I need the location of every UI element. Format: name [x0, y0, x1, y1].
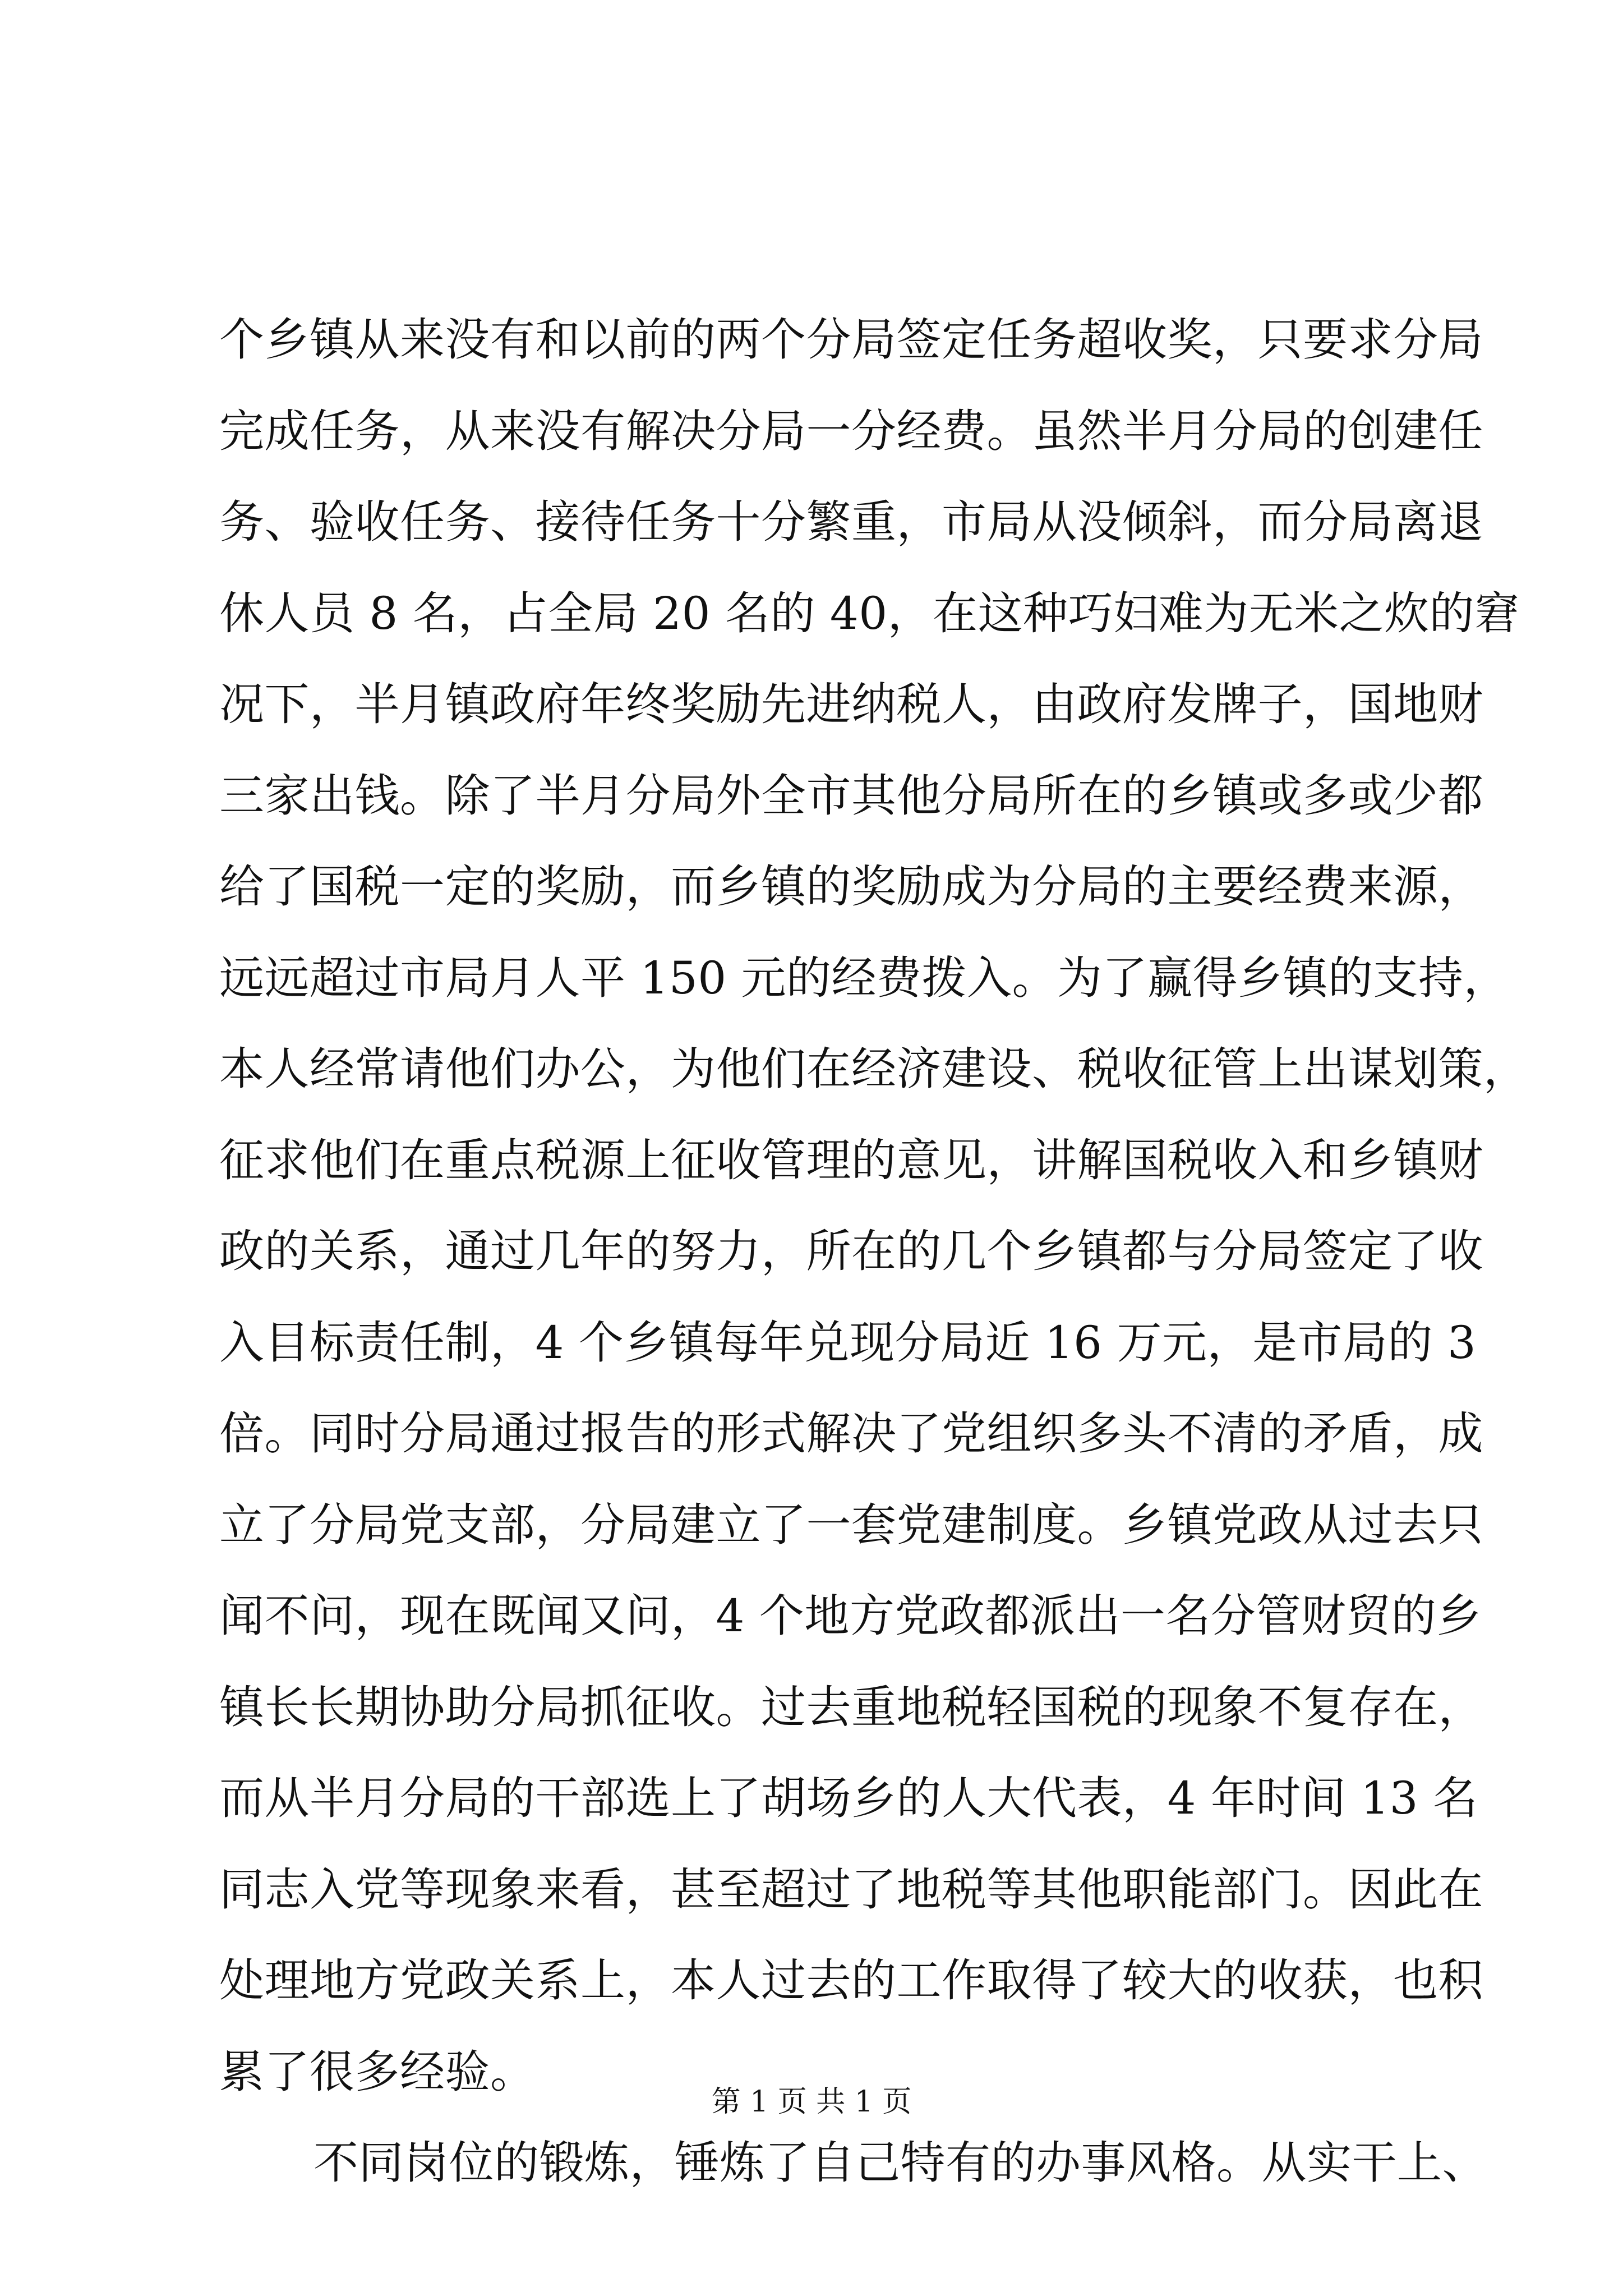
text-line: 而从半月分局的干部选上了胡场乡的人大代表，4 年时间 13 名 — [219, 1772, 1478, 1824]
page-footer: 第 1 页 共 1 页 — [711, 2085, 912, 2119]
text-line-paragraph-end: 累了很多经验。 — [219, 2045, 536, 2098]
text-line: 同志入党等现象来看，甚至超过了地税等其他职能部门。因此在 — [219, 1863, 1483, 1916]
text-line: 完成任务，从来没有解决分局一分经费。虽然半月分局的创建任 — [219, 404, 1483, 457]
text-line: 给了国税一定的奖励，而乡镇的奖励成为分局的主要经费来源， — [219, 861, 1483, 913]
text-line: 本人经常请他们办公，为他们在经济建设、税收征管上出谋划策， — [219, 1043, 1529, 1095]
text-line: 况下，半月镇政府年终奖励先进纳税人，由政府发牌子，国地财 — [219, 678, 1483, 730]
text-line: 入目标责任制，4 个乡镇每年兑现分局近 16 万元，是市局的 3 — [219, 1316, 1477, 1369]
text-line: 征求他们在重点税源上征收管理的意见，讲解国税收入和乡镇财 — [219, 1134, 1483, 1186]
text-line: 镇长长期协助分局抓征收。过去重地税轻国税的现象不复存在， — [219, 1681, 1483, 1733]
text-line: 务、验收任务、接待任务十分繁重，市局从没倾斜，而分局离退 — [219, 496, 1483, 548]
text-line-paragraph-start: 不同岗位的锻炼，锤炼了自己特有的办事风格。从实干上、 — [313, 2137, 1487, 2189]
text-line: 倍。同时分局通过报告的形式解决了党组织多头不清的矛盾，成 — [219, 1407, 1483, 1460]
text-line: 休人员 8 名，占全局 20 名的 40，在这种巧妇难为无米之炊的窘 — [219, 587, 1520, 639]
text-line: 三家出钱。除了半月分局外全市其他分局所在的乡镇或多或少都 — [219, 769, 1483, 822]
text-line: 政的关系，通过几年的努力，所在的几个乡镇都与分局签定了收 — [219, 1225, 1483, 1277]
text-line: 闻不问，现在既闻又问，4 个地方党政都派出一名分管财贸的乡 — [219, 1590, 1482, 1642]
text-line: 立了分局党支部，分局建立了一套党建制度。乡镇党政从过去只 — [219, 1498, 1483, 1551]
text-line: 个乡镇从来没有和以前的两个分局签定任务超收奖，只要求分局 — [219, 314, 1483, 366]
body-text — [219, 295, 1529, 2209]
text-line: 远远超过市局月人平 150 元的经费拨入。为了赢得乡镇的支持， — [219, 951, 1509, 1004]
text-line: 处理地方党政关系上，本人过去的工作取得了较大的收获，也积 — [219, 1954, 1483, 2007]
